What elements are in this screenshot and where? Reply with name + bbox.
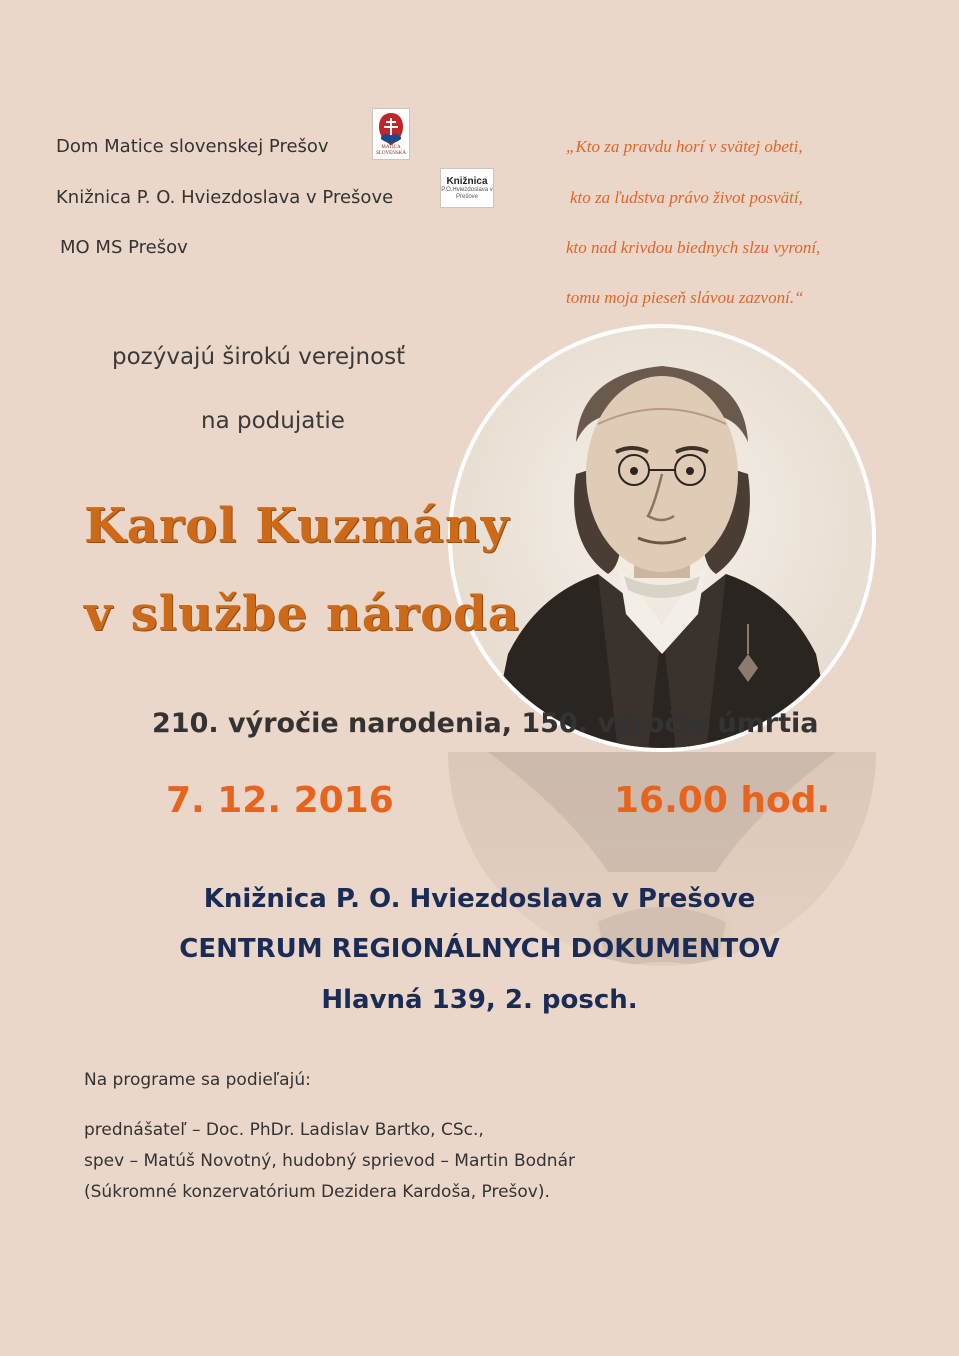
venue-department: CENTRUM REGIONÁLNYCH DOKUMENTOV: [179, 934, 780, 964]
invitation-line-1: pozývajú širokú verejnosť: [112, 344, 406, 370]
poem-line: kto nad krivdou biednych slzu vyroní,: [566, 238, 821, 257]
matica-logo-text: MATICA SLOVENSKÁ: [376, 145, 406, 156]
event-time: 16.00 hod.: [614, 780, 831, 821]
kniznica-logo-subtitle: P.O.Hviezdoslava v Prešove: [441, 186, 493, 200]
organizer-matica: Dom Matice slovenskej Prešov: [56, 136, 329, 157]
organizer-kniznica: Knižnica P. O. Hviezdoslava v Prešove: [56, 187, 394, 208]
program-line: prednášateľ – Doc. PhDr. Ladislav Bartko, CSc.,: [84, 1120, 484, 1140]
portrait-engraving: [448, 324, 876, 752]
invitation-line-2: na podujatie: [201, 408, 345, 434]
anniversary-subtitle: 210. výročie narodenia, 150. výročie úmrtia: [152, 708, 819, 739]
organizer-mo-ms: MO MS Prešov: [60, 237, 188, 258]
program-line: (Súkromné konzervatórium Dezidera Kardoša, Prešov).: [84, 1182, 550, 1202]
kniznica-logo: [440, 168, 494, 208]
matica-emblem-icon: [373, 109, 409, 149]
event-title-line-2: v službe národa: [84, 586, 520, 642]
poem-line: tomu moja pieseň slávou zazvoní.“: [566, 288, 804, 307]
event-title-line-1: Karol Kuzmány: [84, 498, 510, 554]
event-date: 7. 12. 2016: [166, 780, 394, 821]
poem-line: „Kto za pravdu horí v svätej obeti,: [566, 137, 803, 156]
poem-line: kto za ľudstva právo život posvätí,: [570, 188, 803, 207]
program-heading: Na programe sa podieľajú:: [84, 1070, 311, 1090]
venue-address: Hlavná 139, 2. posch.: [321, 985, 638, 1015]
program-line: spev – Matúš Novotný, hudobný sprievod – Martin Bodnár: [84, 1151, 575, 1171]
venue-name: Knižnica P. O. Hviezdoslava v Prešove: [203, 884, 756, 914]
kniznica-logo-title: Knižnica: [446, 175, 488, 187]
matica-slovenska-logo-icon: [372, 108, 410, 160]
